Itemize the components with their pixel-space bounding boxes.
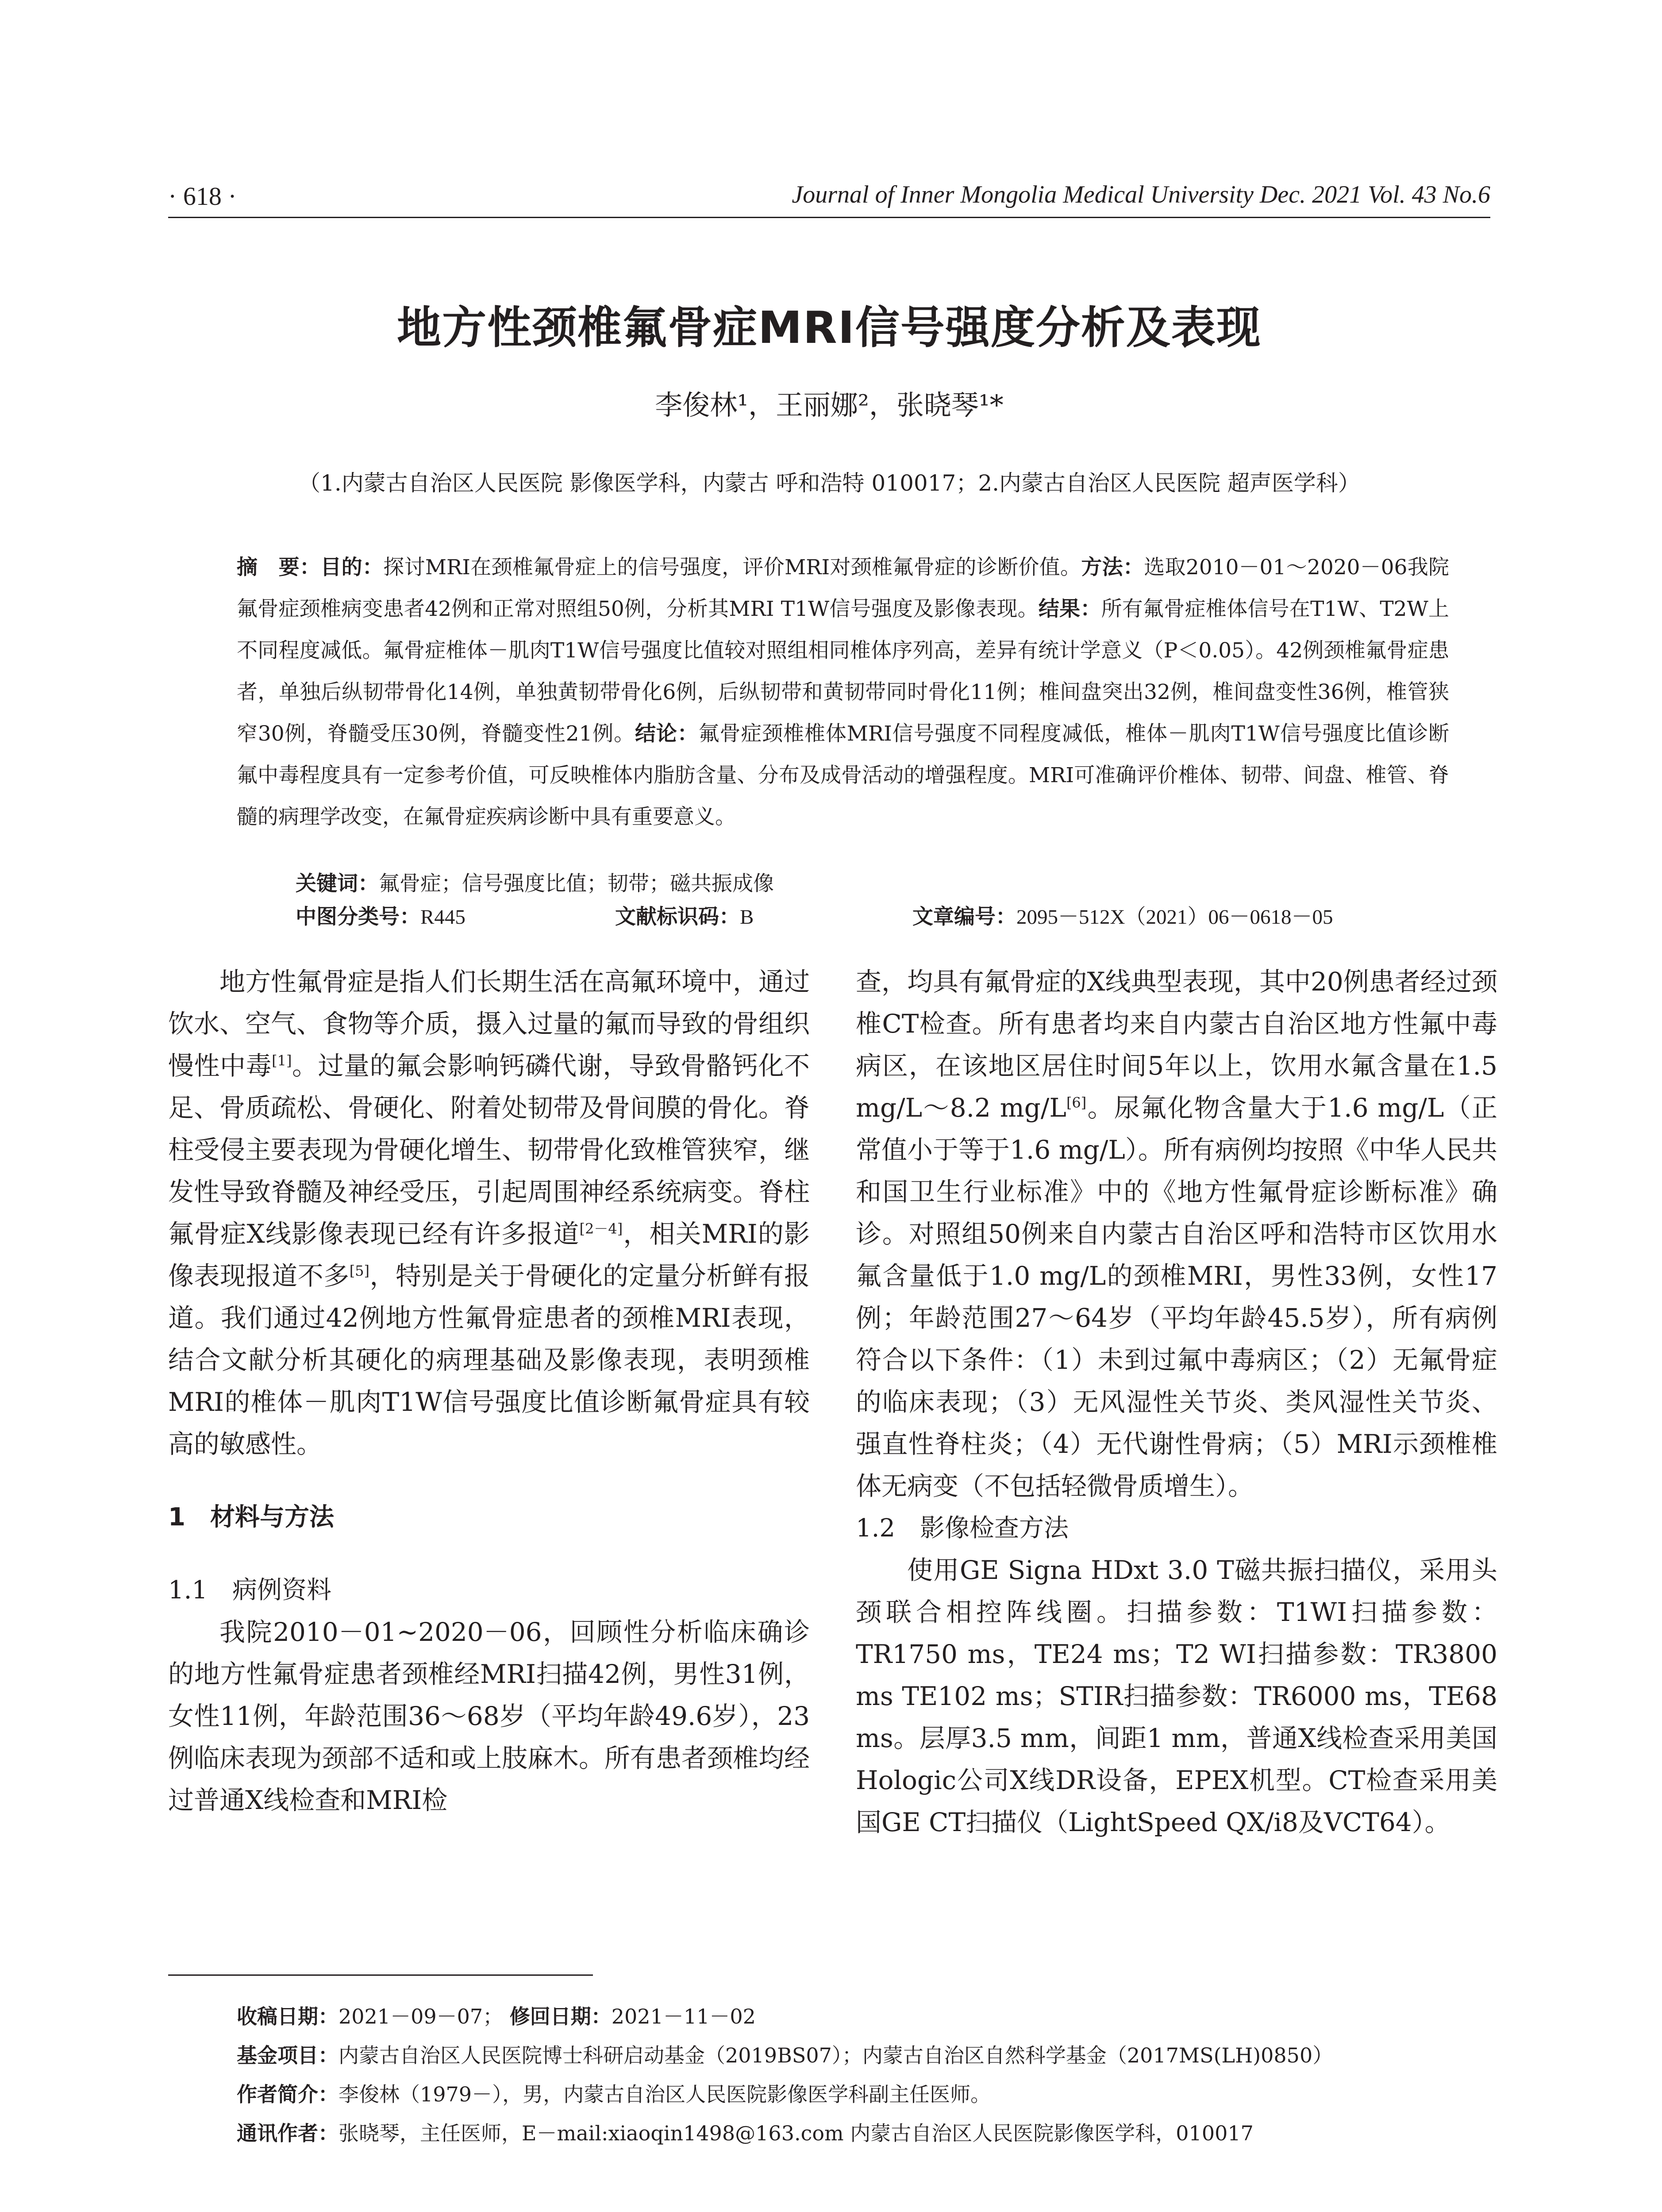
received-date: 2021－09－07； [339, 2005, 504, 2028]
corr-label: 通讯作者： [237, 2121, 339, 2145]
received-label: 收稿日期： [237, 2005, 339, 2028]
revised-label: 修回日期： [509, 2005, 612, 2028]
abstract-label: 摘 要： [237, 555, 321, 580]
bio-text: 李俊林（1979－），男，内蒙古自治区人民医院影像医学科副主任医师。 [339, 2082, 991, 2106]
results-text: 所有氟骨症椎体信号在T1W、T2W上不同程度减低。氟骨症椎体－肌肉T1W信号强度比值较对照组相同椎体序列高，差异有统计学意义（P＜0.05）。42例颈椎氟骨症患者，单独后纵韧带骨化14例，单独黄韧带骨化6例，后纵韧带和黄韧带同时骨化11例；椎间盘突出32例，椎间盘变性36例，椎管狭窄30例，脊髓受压30例，脊髓变性21例。 [237, 597, 1450, 746]
authors: 李俊林¹，王丽娜²，张晓琴¹* [655, 389, 1004, 421]
footnote-author-bio [237, 2078, 991, 2108]
abstract [237, 547, 1449, 838]
fund-text: 内蒙古自治区人民医院博士科研启动基金（2019BS07）；内蒙古自治区自然科学基金（2017MS(LH)0850） [339, 2043, 1333, 2067]
intro-text-3: ，相关MRI的影像表现报道不多 [168, 1219, 810, 1291]
intro-text-4: ，特别是关于骨硬化的定量分析鲜有报道。我们通过42例地方性氟骨症患者的颈椎MRI表现，结合文献分析其硬化的病理基础及影像表现，表明颈椎MRI的椎体－肌肉T1W信号强度比值诊断氟骨症具有较高的敏感性。 [168, 1261, 810, 1459]
section-heading-1-1: 1.1 病例资料 [168, 1576, 332, 1605]
section-heading-1-2: 1.2 影像检查方法 [856, 1514, 1069, 1543]
doc-code-line [615, 900, 754, 930]
article-no-line [912, 900, 1333, 930]
cases-cont-text-2: 。尿氟化物含量大于1.6 mg/L（正常值小于等于1.6 mg/L）。所有病例均按照《中华人民共和国卫生行业标准》中的《地方性氟骨症诊断标准》确诊。对照组50例来自内蒙古自治区呼和浩特市区饮用水氟含量低于1.0 mg/L的颈椎MRI，男性33例，女性17例；年龄范围27～64岁（平均年龄45.5岁），所有病例符合以下条件：（1）未到过氟中毒病区；（2）无氟骨症的临床表现；（3）无风湿性关节炎、类风湿性关节炎、强直性脊柱炎；（4）无代谢性骨病；（5）MRI示颈椎椎体无病变（不包括轻微骨质增生）。 [856, 1093, 1497, 1501]
methods-label: 方法： [1081, 555, 1144, 580]
cases-cont-text-1: 查，均具有氟骨症的X线典型表现，其中20例患者经过颈椎CT检查。所有患者均来自内蒙古自治区地方性氟中毒病区，在该地区居住时间5年以上，饮用水氟含量在1.5 mg/L～8.2 mg/L [856, 967, 1497, 1123]
citation-1: [1] [272, 1052, 292, 1069]
article-title: 地方性颈椎氟骨症MRI信号强度分析及表现 [397, 302, 1262, 353]
article-no: 2095－512X（2021）06－0618－05 [1016, 906, 1333, 929]
methods-text: 选取2010－01～2020－06我院氟骨症颈椎病变患者42例和正常对照组50例，分析其MRI T1W信号强度及影像表现。 [237, 555, 1450, 621]
section-heading-1: 1 材料与方法 [168, 1503, 334, 1532]
clc-line [296, 900, 466, 930]
doc-code-label: 文献标识码： [615, 905, 740, 929]
citation-5: [5] [349, 1262, 370, 1279]
objective-label: 目的： [320, 555, 384, 580]
imaging-paragraph: 使用GE Signa HDxt 3.0 T磁共振扫描仪，采用头颈联合相控阵线圈。扫描参数：T1WI扫描参数：TR1750 ms，TE24 ms；T2 WI扫描参数：TR3800 ms TE102 ms；STIR扫描参数：TR6000 ms，TE68 ms。层厚3.5 mm，间距1 mm，普通X线检查采用美国Hologic公司X线DR设备，EPEX机型。CT检查采用美国GE CT扫描仪（LightSpeed QX/i8及VCT64）。 [856, 1555, 1497, 1837]
keywords-label: 关键词： [296, 872, 379, 896]
clc-code: R445 [420, 906, 466, 929]
bio-label: 作者简介： [237, 2082, 339, 2106]
cases-paragraph-continued [856, 961, 1497, 1507]
running-head: Journal of Inner Mongolia Medical University Dec. 2021 Vol. 43 No.6 [792, 181, 1490, 208]
intro-text-2: 。过量的氟会影响钙磷代谢，导致骨骼钙化不足、骨质疏松、骨硬化、附着处韧带及骨间膜的骨化。脊柱受侵主要表现为骨硬化增生、韧带骨化致椎管狭窄，继发性导致脊髓及神经受压，引起周围神经系统病变。脊柱氟骨症X线影像表现已经有许多报道 [168, 1051, 810, 1249]
cases-paragraph: 我院2010－01~2020－06，回顾性分析临床确诊的地方性氟骨症患者颈椎经MRI扫描42例，男性31例，女性11例，年龄范围36～68岁（平均年龄49.6岁），23例临床表现为颈部不适和或上肢麻木。所有患者颈椎均经过普通X线检查和MRI检 [168, 1617, 810, 1815]
header-rule [168, 217, 1490, 218]
clc-label: 中图分类号： [296, 905, 420, 929]
intro-text-1: 地方性氟骨症是指人们长期生活在高氟环境中，通过饮水、空气、食物等介质，摄入过量的氟而导致的骨组织慢性中毒 [168, 967, 810, 1081]
right-column [856, 961, 1497, 1843]
doc-code: B [740, 906, 754, 929]
footnote-fund [237, 2039, 1333, 2069]
conclusion-label: 结论： [635, 722, 699, 746]
conclusion-text: 氟骨症颈椎椎体MRI信号强度不同程度减低，椎体－肌肉T1W信号强度比值诊断氟中毒程度具有一定参考价值，可反映椎体内脂肪含量、分布及成骨活动的增强程度。MRI可准确评价椎体、韧带、间盘、椎管、脊髓的病理学改变，在氟骨症疾病诊断中具有重要意义。 [237, 722, 1450, 829]
footnote-dates [237, 2001, 756, 2030]
footnote-corresponding [237, 2117, 1254, 2147]
citation-2-4: [2－4] [579, 1220, 623, 1237]
footnote-rule [168, 1974, 593, 1976]
keywords: 氟骨症；信号强度比值；韧带；磁共振成像 [379, 872, 774, 896]
left-column [168, 961, 810, 1821]
results-label: 结果： [1038, 597, 1101, 621]
objective-text: 探讨MRI在颈椎氟骨症上的信号强度，评价MRI对颈椎氟骨症的诊断价值。 [383, 555, 1081, 580]
keywords-line [296, 867, 774, 897]
intro-paragraph [168, 961, 810, 1465]
article-no-label: 文章编号： [912, 905, 1016, 929]
corr-text: 张晓琴，主任医师，E－mail:xiaoqin1498@163.com 内蒙古自治区人民医院影像医学科，010017 [339, 2121, 1254, 2145]
citation-6: [6] [1066, 1094, 1087, 1111]
affiliations: （1.内蒙古自治区人民医院 影像医学科，内蒙古 呼和浩特 010017；2.内蒙古自治区人民医院 超声医学科） [298, 470, 1360, 496]
revised-date: 2021－11－02 [611, 2005, 756, 2028]
page-number: · 618 · [168, 182, 237, 211]
fund-label: 基金项目： [237, 2043, 339, 2067]
